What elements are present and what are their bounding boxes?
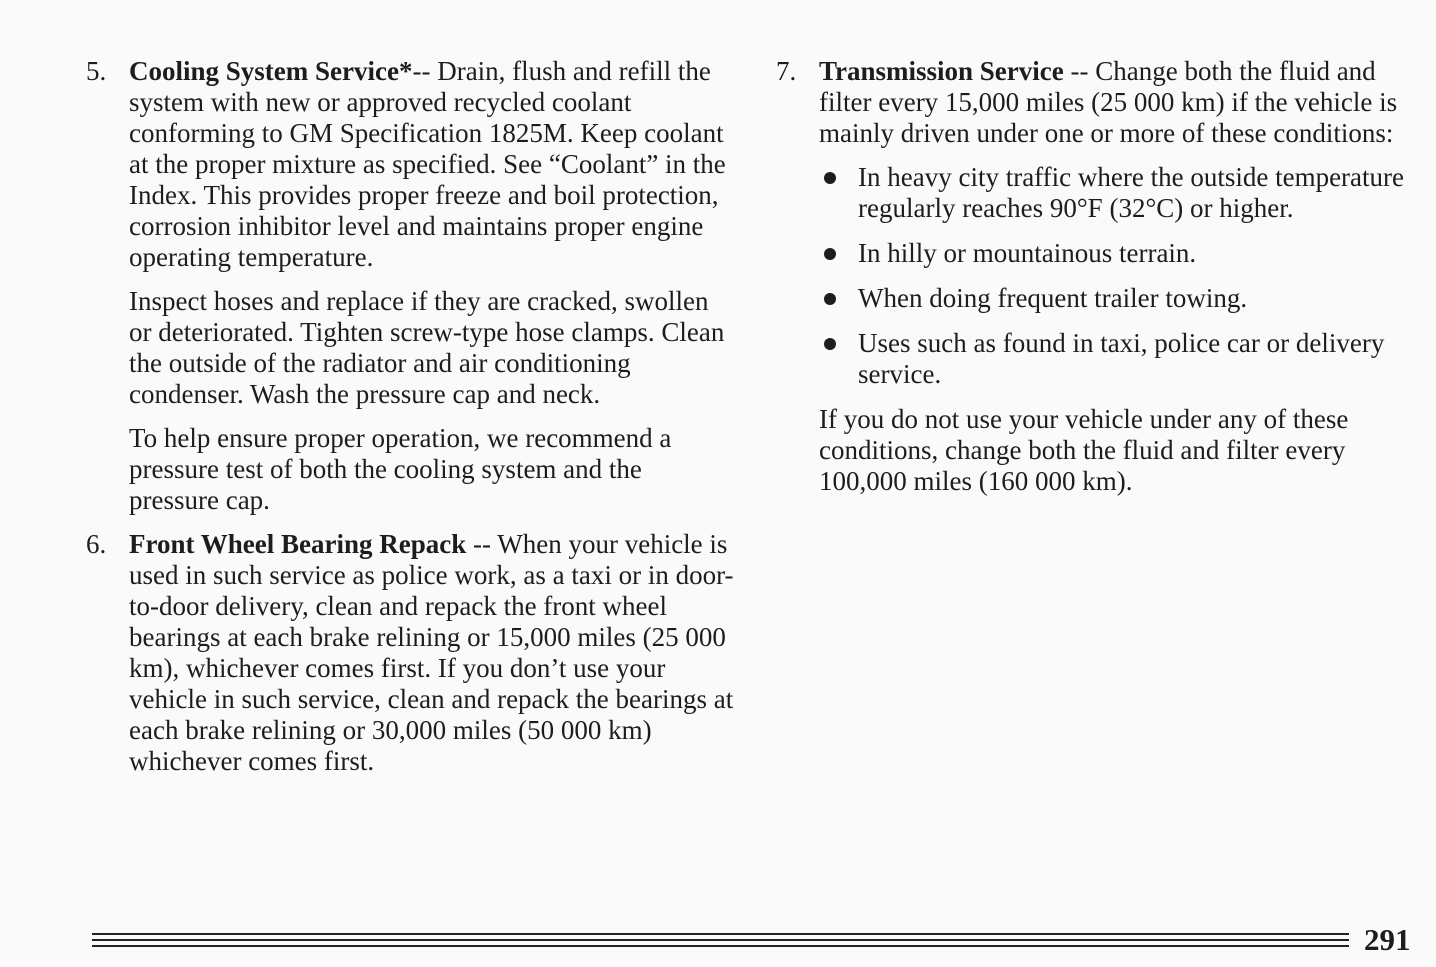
item-transmission-service <box>776 56 1416 497</box>
footer-rule <box>92 945 1349 947</box>
bullet-icon <box>824 172 836 184</box>
item-title: Cooling System Service* <box>129 56 413 86</box>
item-title: Front Wheel Bearing Repack <box>129 529 467 559</box>
item-number: 5. <box>86 56 107 86</box>
footer-rule <box>92 933 1349 935</box>
list-item-text: In hilly or mountainous terrain. <box>858 238 1197 268</box>
list-item <box>819 162 1416 224</box>
list-item-text: When doing frequent trailer towing. <box>858 283 1248 313</box>
item-front-wheel-bearing-repack <box>86 529 736 777</box>
list-item-text: In heavy city traffic where the outside temperature regularly reaches 90°F (32°C) or higher. <box>858 162 1405 223</box>
item-number: 6. <box>86 529 107 559</box>
pressure-test-paragraph: To help ensure proper operation, we recommend a pressure test of both the cooling system and the pressure cap. <box>129 423 672 515</box>
list-item <box>819 328 1416 390</box>
left-column <box>86 56 736 790</box>
right-column <box>776 56 1416 497</box>
footer-rule <box>92 939 1349 941</box>
conditions-list <box>819 162 1416 390</box>
page-number: 291 <box>1364 922 1411 957</box>
item-intro-text: -- Drain, flush and refill the system with new or approved recycled coolant conforming to GM Specification 1825M. Keep coolant at the proper mixture as specified. See “Coolant” in the Index. This provides proper freeze and boil protection, corrosion inhibitor level and maintains proper engine operating temperature. <box>129 56 726 272</box>
item-paragraph <box>129 56 736 273</box>
bullet-icon <box>824 338 836 350</box>
item-body-text: -- When your vehicle is used in such service as police work, as a taxi or in door-to-door delivery, clean and repack the front wheel bearings at each brake relining or 15,000 miles (25 000 km), whichever comes first. If you don’t use your vehicle in such service, clean and repack the bearings at each brake relining or 30,000 miles (50 000 km) whichever comes first. <box>129 529 734 776</box>
list-item <box>819 238 1416 269</box>
hose-inspection-paragraph: Inspect hoses and replace if they are cracked, swollen or deteriorated. Tighten screw-type hose clamps. Clean the outside of the radiator and air conditioning condenser. Wash the pressure cap and neck. <box>129 286 725 409</box>
item-paragraph <box>819 56 1416 149</box>
bullet-icon <box>824 293 836 305</box>
item-paragraph <box>129 529 736 777</box>
item-cooling-system-service <box>86 56 736 516</box>
list-item <box>819 283 1416 314</box>
bullet-icon <box>824 248 836 260</box>
item-number: 7. <box>776 56 797 86</box>
item-intro-text: -- Change both the fluid and filter every 15,000 miles (25 000 km) if the vehicle is mainly driven under one or more of these conditions: <box>819 56 1398 148</box>
item-title: Transmission Service <box>819 56 1064 86</box>
list-item-text: Uses such as found in taxi, police car or delivery service. <box>858 328 1385 389</box>
closing-paragraph: If you do not use your vehicle under any of these conditions, change both the fluid and filter every 100,000 miles (160 000 km). <box>819 404 1349 496</box>
